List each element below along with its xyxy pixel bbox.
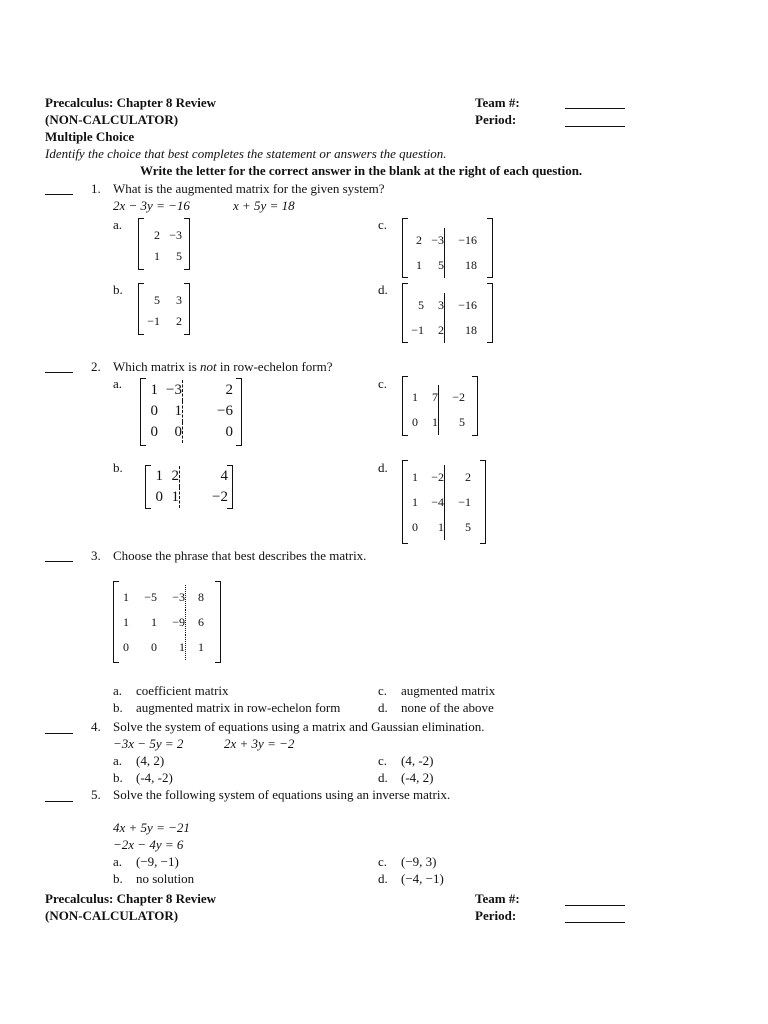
right-bracket [236,378,242,446]
matrix-entry: −1 [147,314,160,328]
option-matrix[interactable] [402,218,493,278]
option-letter: a. [113,376,123,391]
period-blank[interactable] [565,126,625,127]
option-letter: d. [378,871,388,886]
matrix-entry: 2 [154,228,160,242]
question-number: 5. [91,787,101,802]
matrix-entry: 2 [416,233,422,247]
option-letter: d. [378,460,388,475]
option-letter: c. [378,217,388,232]
period-label: Period: [475,908,517,923]
team-label: Team #: [475,891,520,906]
option-text[interactable]: (−9, −1) [136,854,179,869]
option-text[interactable]: (-4, 2) [401,770,434,785]
matrix-entry: −1 [445,490,472,515]
matrix-entry: −3 [431,233,444,247]
matrix-entry: 0 [174,424,182,440]
right-bracket [480,460,486,544]
option-text[interactable]: (4, -2) [401,753,434,768]
option-letter: b. [113,282,123,297]
matrix-entry: 1 [123,615,129,629]
right-bracket [184,283,190,335]
matrix-entry: −16 [445,293,478,318]
option-letter: b. [113,871,123,886]
matrix-entry: 5 [438,258,444,272]
option-letter: d. [378,282,388,297]
matrix-entry: 1 [186,635,205,660]
equation: −3x − 5y = 2 [113,736,184,751]
right-bracket [472,376,478,436]
matrix-entry: 1 [151,615,157,629]
equation: x + 5y = 18 [233,198,295,213]
matrix-entry: 2 [438,323,444,337]
matrix-entry: 5 [176,249,182,263]
option-letter: c. [378,376,388,391]
matrix-entry: 5 [439,410,466,435]
matrix-entry: 0 [151,640,157,654]
left-bracket [402,218,408,278]
matrix-entry: −3 [172,590,185,604]
matrix-entry: 1 [155,468,163,484]
matrix-entry: 1 [179,640,185,654]
matrix-entry: 1 [416,258,422,272]
option-text[interactable]: (4, 2) [136,753,165,768]
option-text[interactable]: augmented matrix in row-echelon form [136,700,341,715]
period-blank[interactable] [565,922,625,923]
question-text: Solve the following system of equations using an inverse matrix. [113,787,451,802]
option-letter: d. [378,770,388,785]
matrix-entry: 5 [154,293,160,307]
right-bracket [487,283,493,343]
answer-blank-1[interactable] [45,194,73,195]
section-heading: Multiple Choice [45,129,135,144]
matrix-entry: −6 [183,401,234,422]
matrix-entry: 4 [180,466,229,487]
matrix-entry: 1 [150,382,158,398]
matrix-entry: 6 [186,610,205,635]
question-number: 1. [91,181,101,196]
question-matrix [113,581,221,663]
option-matrix[interactable] [402,283,493,343]
matrix-entry: 2 [171,468,179,484]
option-matrix[interactable] [145,465,233,509]
option-letter: c. [378,854,388,869]
matrix-entry: 5 [445,515,472,540]
matrix-entry: 0 [150,403,158,419]
option-letter: c. [378,753,388,768]
matrix-entry: 1 [154,249,160,263]
answer-blank-3[interactable] [45,561,73,562]
option-letter: b. [113,700,123,715]
matrix-entry: 0 [150,424,158,440]
option-matrix[interactable] [402,460,486,544]
left-bracket [145,465,151,509]
option-letter: c. [378,683,388,698]
equation: −2x − 4y = 6 [113,837,184,852]
option-letter: b. [113,460,123,475]
right-bracket [215,581,221,663]
page-title: Precalculus: Chapter 8 Review [45,95,217,110]
option-text[interactable]: (-4, -2) [136,770,173,785]
option-matrix[interactable] [402,376,478,436]
matrix-entry: −3 [169,228,182,242]
left-bracket [138,218,144,270]
answer-blank-2[interactable] [45,372,73,373]
matrix-entry: 7 [432,390,438,404]
option-text[interactable]: none of the above [401,700,494,715]
matrix-entry: 8 [186,585,205,610]
matrix-entry: 1 [432,415,438,429]
option-matrix[interactable] [138,218,190,270]
team-blank[interactable] [565,108,625,109]
question-number: 3. [91,548,101,563]
matrix-entry: 0 [123,640,129,654]
team-blank[interactable] [565,905,625,906]
instruction-text: Identify the choice that best completes the statement or answers the question. [45,146,447,161]
matrix-entry: 2 [445,465,472,490]
equation: 2x + 3y = −2 [224,736,295,751]
right-bracket [184,218,190,270]
team-label: Team #: [475,95,520,110]
matrix-entry: −2 [431,470,444,484]
matrix-entry: 3 [438,298,444,312]
option-text[interactable]: no solution [136,871,195,886]
matrix-entry: −5 [144,590,157,604]
period-label: Period: [475,112,517,127]
matrix-entry: −1 [411,323,424,337]
option-text[interactable]: (−9, 3) [401,854,437,869]
page-title: Precalculus: Chapter 8 Review [45,891,217,906]
matrix-entry: 1 [412,390,418,404]
matrix-entry: 18 [445,318,478,343]
matrix-entry: −2 [180,487,229,508]
matrix-entry: −9 [172,615,185,629]
matrix-entry: 1 [171,489,179,505]
matrix-entry: −3 [166,382,182,398]
option-text[interactable]: augmented matrix [401,683,496,698]
option-letter: d. [378,700,388,715]
matrix-entry: 1 [412,470,418,484]
option-letter: a. [113,217,123,232]
matrix-entry: 2 [176,314,182,328]
option-matrix[interactable] [140,378,242,446]
option-text[interactable]: coefficient matrix [136,683,229,698]
page-subtitle: (NON-CALCULATOR) [45,112,179,127]
question-text: What is the augmented matrix for the given system? [113,181,385,196]
equation: 2x − 3y = −16 [113,198,190,213]
matrix-entry: 1 [174,403,182,419]
right-bracket [487,218,493,278]
question-text: Which matrix is not in row-echelon form? [113,359,333,374]
matrix-entry: 0 [183,422,234,443]
matrix-entry: −2 [439,385,466,410]
option-letter: a. [113,683,123,698]
matrix-entry: −16 [445,228,478,253]
question-number: 4. [91,719,101,734]
left-bracket [140,378,146,446]
matrix-entry: 2 [183,380,234,401]
answer-blank-5[interactable] [45,801,73,802]
option-letter: a. [113,854,123,869]
matrix-entry: 1 [438,520,444,534]
matrix-entry: 0 [412,520,418,534]
matrix-entry: −4 [431,495,444,509]
matrix-entry: 18 [445,253,478,278]
write-instruction: Write the letter for the correct answer in the blank at the right of each question. [140,163,583,178]
option-letter: b. [113,770,123,785]
equation: 4x + 5y = −21 [113,820,190,835]
option-text[interactable]: (−4, −1) [401,871,444,886]
question-number: 2. [91,359,101,374]
matrix-entry: 3 [176,293,182,307]
matrix-entry: 0 [412,415,418,429]
matrix-entry: 1 [412,495,418,509]
matrix-entry: 0 [155,489,163,505]
question-text: Solve the system of equations using a matrix and Gaussian elimination. [113,719,485,734]
matrix-entry: 5 [418,298,424,312]
option-letter: a. [113,753,123,768]
page-subtitle: (NON-CALCULATOR) [45,908,179,923]
answer-blank-4[interactable] [45,733,73,734]
question-text: Choose the phrase that best describes the matrix. [113,548,367,563]
matrix-entry: 1 [123,590,129,604]
option-matrix[interactable] [138,283,190,335]
